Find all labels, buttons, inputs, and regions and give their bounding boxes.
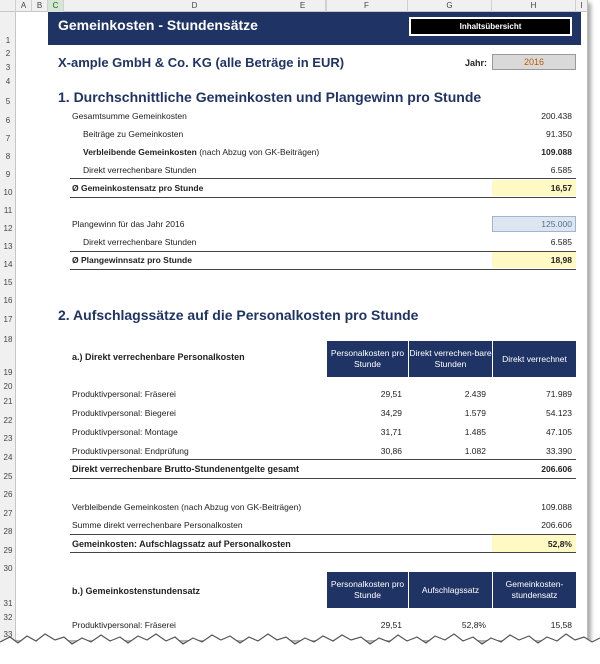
column-header-d[interactable]: D [64, 0, 326, 12]
row-header[interactable]: 15 [3, 278, 13, 287]
row-header[interactable]: 3 [5, 63, 11, 72]
row-header[interactable]: 7 [5, 134, 11, 143]
table-row-label: Produktivpersonal: Fräserei [72, 389, 176, 399]
row-header[interactable]: 16 [3, 296, 13, 305]
cell-value[interactable]: 6.585 [550, 237, 572, 247]
overhead-rate-value[interactable]: 16,57 [550, 183, 572, 193]
company-heading: X-ample GmbH & Co. KG (alle Beträge in EUR) [58, 55, 345, 70]
table-cell[interactable]: 1.485 [464, 427, 486, 437]
profit-rate-value[interactable]: 18,98 [550, 255, 572, 265]
divider [70, 269, 576, 270]
row-header[interactable]: 25 [3, 472, 13, 481]
column-heading: Personalkosten pro Stunde [326, 572, 408, 608]
row-label-note: (nach Abzug von GK-Beiträgen) [196, 147, 320, 157]
markup-rate-label: Gemeinkosten: Aufschlagssatz auf Personalkosten [72, 539, 291, 549]
row-label: Ø Plangewinnsatz pro Stunde [72, 255, 192, 265]
table-cell[interactable]: 52,8% [461, 620, 486, 630]
divider [70, 197, 576, 198]
cell-value[interactable]: 200.438 [541, 111, 572, 121]
row-label: Plangewinn für das Jahr 2016 [72, 219, 185, 229]
planned-profit-input[interactable]: 125.000 [541, 219, 572, 229]
divider [70, 552, 576, 553]
column-header-a[interactable]: A [16, 0, 32, 12]
section1-title: 1. Durchschnittliche Gemeinkosten und Plangewinn pro Stunde [58, 89, 482, 105]
page-title: Gemeinkosten - Stundensätze [58, 17, 258, 33]
row-header[interactable]: 28 [3, 527, 13, 536]
row-header[interactable]: 5 [5, 97, 11, 106]
row-header[interactable]: 21 [3, 397, 13, 406]
row-header[interactable]: 1 [5, 36, 11, 45]
year-label: Jahr: [465, 58, 488, 68]
table-cell[interactable]: 71.989 [546, 389, 572, 399]
table-cell[interactable]: 1.579 [464, 408, 486, 418]
row-header[interactable]: 8 [5, 152, 11, 161]
row-header[interactable]: 13 [3, 242, 13, 251]
row-header[interactable]: 10 [3, 188, 13, 197]
cell-value[interactable]: 91.350 [546, 129, 572, 139]
divider [70, 478, 576, 479]
subsection-a-title: a.) Direkt verrechenbare Personalkosten [72, 352, 245, 362]
row-label: Direkt verrechenbare Stunden [83, 165, 197, 175]
total-value[interactable]: 206.606 [541, 464, 572, 474]
column-header-g[interactable]: G [408, 0, 492, 12]
cell-value[interactable]: 6.585 [550, 165, 572, 175]
subsection-b-title: b.) Gemeinkostenstundensatz [72, 586, 201, 596]
table-row-label: Produktivpersonal: Biegerei [72, 408, 176, 418]
table-cell[interactable]: 1.082 [464, 446, 486, 456]
total-label: Direkt verrechenbare Brutto-Stundenentgelte gesamt [72, 464, 300, 474]
year-input[interactable]: 2016 [492, 54, 576, 70]
torn-edge-decoration [0, 628, 600, 664]
row-label: Summe direkt verrechenbare Personalkosten [72, 520, 243, 530]
table-cell[interactable]: 2.439 [464, 389, 486, 399]
row-header[interactable]: 6 [5, 116, 11, 125]
column-header-c[interactable]: C [48, 0, 64, 12]
table-cell[interactable]: 34,29 [380, 408, 402, 418]
row-label: Ø Gemeinkostensatz pro Stunde [72, 183, 204, 193]
select-all-corner[interactable] [0, 0, 16, 12]
row-header[interactable]: 27 [3, 509, 13, 518]
table-cell[interactable]: 15,58 [550, 620, 572, 630]
row-header[interactable]: 9 [5, 170, 11, 179]
table-cell[interactable]: 47.105 [546, 427, 572, 437]
column-header-bar [0, 0, 588, 12]
row-header-bar [0, 12, 16, 640]
cell-value[interactable]: 206.606 [541, 520, 572, 530]
row-header[interactable]: 33 [3, 630, 13, 639]
table-cell[interactable]: 31,71 [380, 427, 402, 437]
table-row-label: Produktivpersonal: Montage [72, 427, 178, 437]
row-header[interactable]: 23 [3, 434, 13, 443]
row-label: Beiträge zu Gemeinkosten [83, 129, 184, 139]
cell-value[interactable]: 109.088 [541, 147, 572, 157]
column-header-e[interactable]: E [280, 0, 326, 12]
column-heading: Aufschlagssatz [408, 572, 492, 608]
row-header[interactable]: 18 [3, 335, 13, 344]
markup-rate-value[interactable]: 52,8% [547, 539, 572, 549]
divider [70, 178, 576, 179]
row-header[interactable]: 12 [3, 224, 13, 233]
column-heading: Direkt verrechen-bare Stunden [408, 341, 492, 377]
table-row-label: Produktivpersonal: Fräserei [72, 620, 176, 630]
table-cell[interactable]: 33.390 [546, 446, 572, 456]
row-label [83, 147, 319, 157]
row-header[interactable]: 20 [3, 382, 13, 391]
table-cell[interactable]: 29,51 [380, 389, 402, 399]
row-header[interactable]: 22 [3, 416, 13, 425]
table-cell[interactable]: 30,86 [380, 446, 402, 456]
overview-button[interactable]: Inhaltsübersicht [409, 17, 572, 36]
row-header[interactable]: 19 [3, 368, 13, 377]
row-header[interactable]: 31 [3, 599, 13, 608]
row-header[interactable]: 32 [3, 613, 13, 622]
table-cell[interactable]: 54.123 [546, 408, 572, 418]
table-cell[interactable]: 29,51 [380, 620, 402, 630]
column-heading: Personalkosten pro Stunde [326, 341, 408, 377]
row-header[interactable]: 30 [3, 564, 13, 573]
row-header[interactable]: 11 [3, 206, 13, 215]
row-header[interactable]: 17 [3, 315, 13, 324]
column-heading: Direkt verrechnet [492, 341, 576, 377]
row-header[interactable]: 24 [3, 453, 13, 462]
column-header-b[interactable]: B [32, 0, 48, 12]
row-label-bold: Verbleibende Gemeinkosten [83, 147, 197, 157]
divider [70, 459, 576, 460]
section2-title: 2. Aufschlagssätze auf die Personalkosten pro Stunde [58, 307, 419, 323]
column-header-i[interactable]: I [576, 0, 588, 12]
row-header[interactable]: 26 [3, 490, 13, 499]
row-header[interactable]: 4 [5, 77, 11, 86]
row-header[interactable]: 14 [3, 260, 13, 269]
row-label: Verbleibende Gemeinkosten (nach Abzug von GK-Beiträgen) [72, 502, 302, 512]
column-header-f[interactable]: F [326, 0, 408, 12]
row-header[interactable]: 29 [3, 546, 13, 555]
row-label: Gesamtsumme Gemeinkosten [72, 111, 187, 121]
cell-value[interactable]: 109.088 [541, 502, 572, 512]
row-label: Direkt verrechenbare Stunden [83, 237, 197, 247]
column-heading: Gemeinkosten-stundensatz [492, 572, 576, 608]
row-header[interactable]: 2 [5, 49, 11, 58]
table-row-label: Produktivpersonal: Endprüfung [72, 446, 189, 456]
column-header-h[interactable]: H [492, 0, 576, 12]
